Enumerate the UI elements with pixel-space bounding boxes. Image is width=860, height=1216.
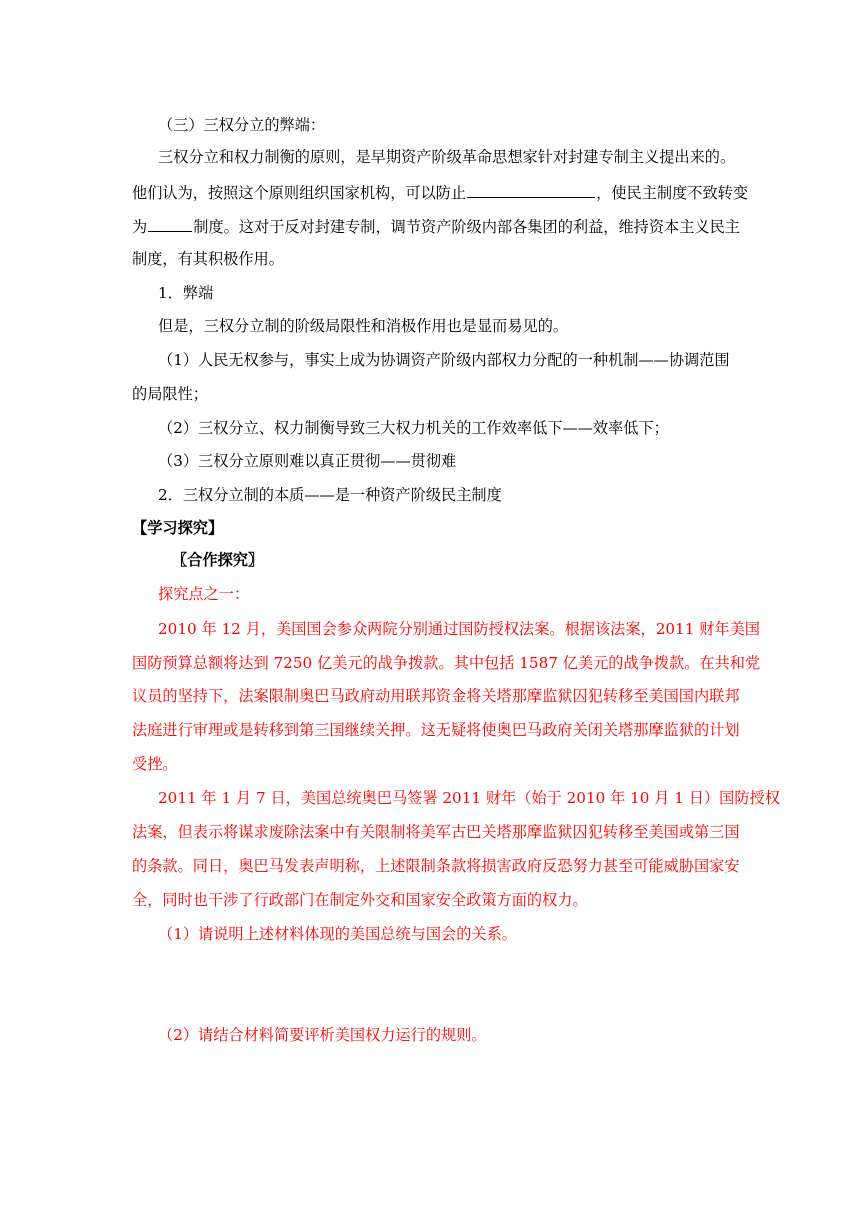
material-line: 全，同时也干涉了行政部门在制定外交和国家安全政策方面的权力。 xyxy=(132,891,588,909)
paragraph-line xyxy=(132,181,748,203)
question-1: （1）请说明上述材料体现的美国总统与国会的关系。 xyxy=(158,925,517,943)
material-line: 2010 年 12 月，美国国会参众两院分别通过国防授权法案。根据该法案，2011 财年美国 xyxy=(158,620,760,638)
material-line: 法案，但表示将谋求废除法案中有关限制将美军古巴关塔那摩监狱囚犯转移至美国或第三国 xyxy=(132,823,740,841)
list-item: （2）三权分立、权力制衡导致三大权力机关的工作效率低下——效率低下； xyxy=(158,419,669,437)
paragraph-line: 制度，有其积极作用。 xyxy=(132,250,284,268)
cooperation-heading: 〖合作探究〗 xyxy=(172,551,264,569)
material-line: 议员的坚持下，法案限制奥巴马政府动用联邦资金将关塔那摩监狱囚犯转移至美国国内联邦 xyxy=(132,687,740,705)
paragraph-text: 制度。这对于反对封建专制，调节资产阶级内部各集团的利益，维持资本主义民主 xyxy=(193,218,740,236)
list-item: （3）三权分立原则难以真正贯彻——贯彻难 xyxy=(158,452,457,470)
material-line: 法庭进行审理或是转移到第三国继续关押。这无疑将使奥巴马政府关闭关塔那摩监狱的计划 xyxy=(132,721,740,739)
exploration-point: 探究点之一： xyxy=(158,585,250,603)
material-line: 国防预算总额将达到 7250 亿美元的战争拨款。其中包括 1587 亿美元的战争拨款。在共和党 xyxy=(132,654,761,672)
section-heading: （三）三权分立的弊端： xyxy=(158,116,326,134)
paragraph-text: ，使民主制度不致转变 xyxy=(596,184,748,202)
subheading: 1．弊端 xyxy=(158,284,214,302)
list-item: （1）人民无权参与，事实上成为协调资产阶级内部权力分配的一种机制——协调范围 xyxy=(158,351,730,369)
paragraph-text: 他们认为，按照这个原则组织国家机构，可以防止 xyxy=(132,184,467,202)
fill-blank xyxy=(467,181,595,198)
paragraph-line: 三权分立和权力制衡的原则，是早期资产阶级革命思想家针对封建专制主义提出来的。 xyxy=(158,148,736,166)
question-2: （2）请结合材料简要评析美国权力运行的规则。 xyxy=(158,1026,487,1044)
list-item-continued: 的局限性； xyxy=(132,385,208,403)
paragraph-line xyxy=(132,215,740,237)
material-line: 2011 年 1 月 7 日，美国总统奥巴马签署 2011 财年（始于 2010 年 10 月 1 日）国防授权 xyxy=(158,789,780,807)
study-heading: 【学习探究】 xyxy=(132,519,224,537)
subheading: 2．三权分立制的本质——是一种资产阶级民主制度 xyxy=(158,486,502,504)
material-line: 的条款。同日，奥巴马发表声明称，上述限制条款将损害政府反恐努力甚至可能威胁国家安 xyxy=(132,857,740,875)
paragraph-line: 但是，三权分立制的阶级局限性和消极作用也是显而易见的。 xyxy=(158,317,569,335)
fill-blank xyxy=(148,215,192,232)
material-line: 受挫。 xyxy=(132,755,178,773)
paragraph-text: 为 xyxy=(132,218,148,236)
